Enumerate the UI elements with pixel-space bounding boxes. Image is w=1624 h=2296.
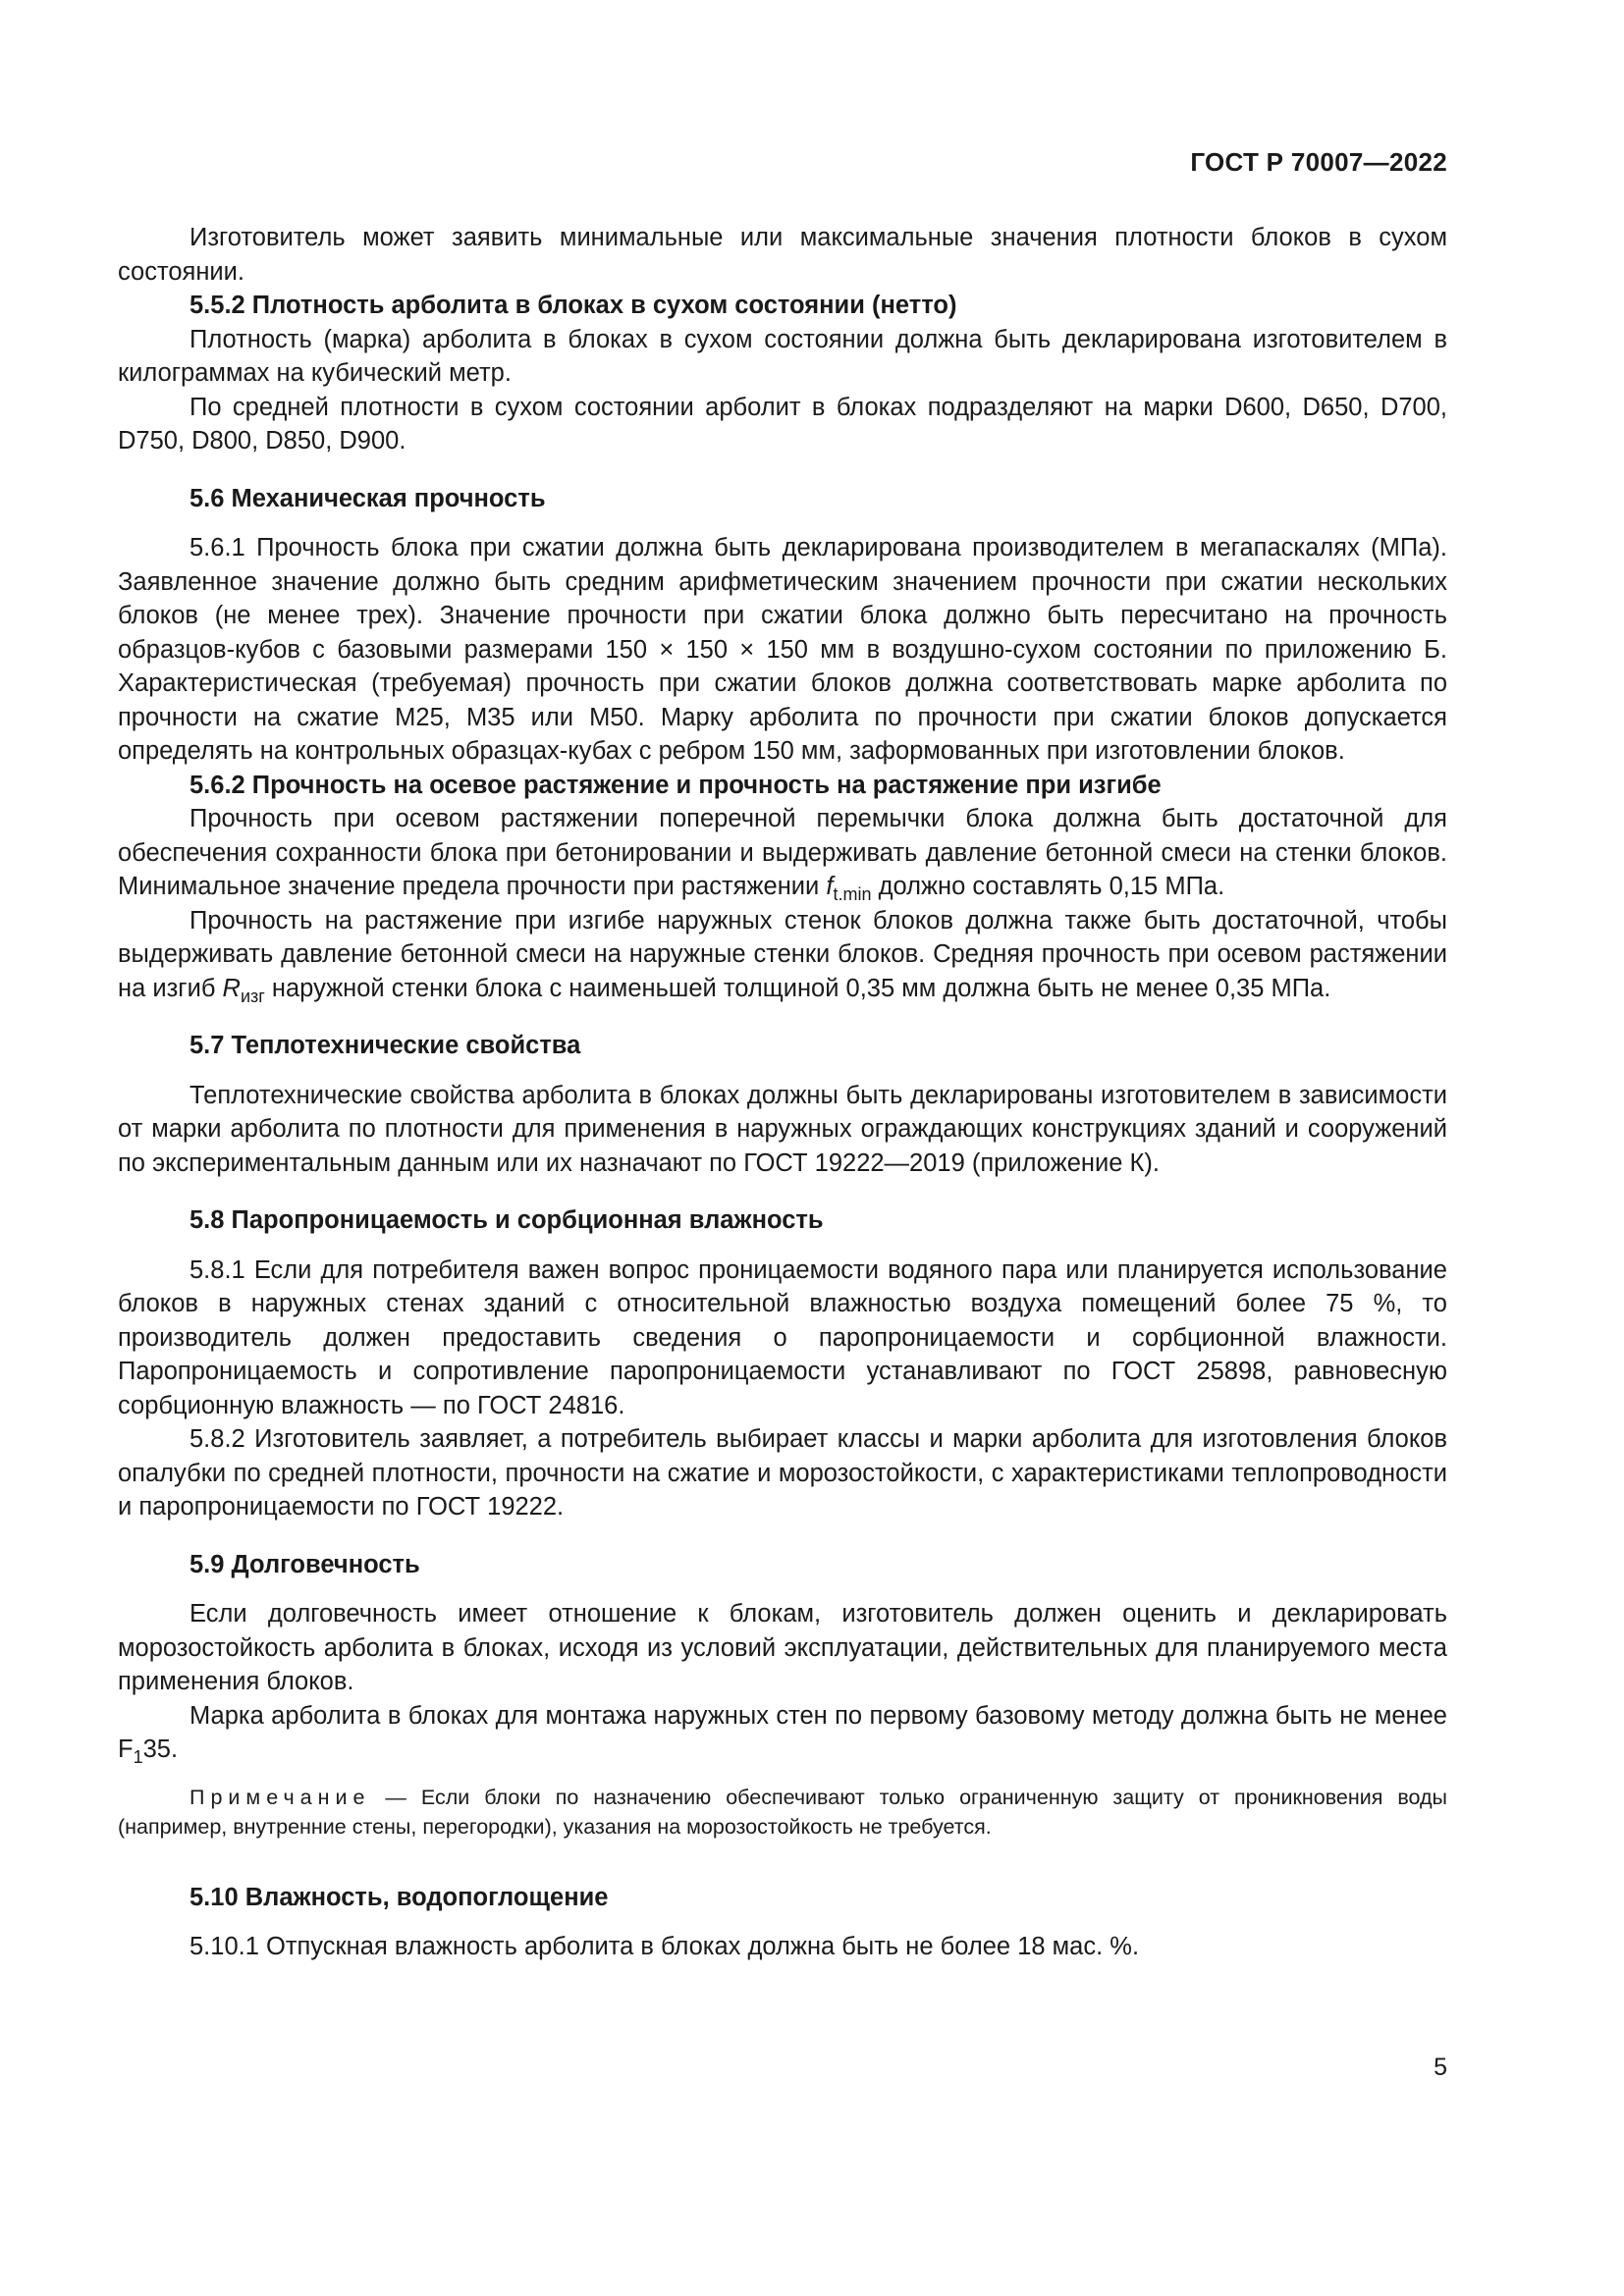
paragraph-5-9-2: Марка арболита в блоках для монтажа наружных стен по первому базовому методу должна быть не менее $F_135$. [118, 1701, 1447, 1767]
paragraph-5-6-1: 5.6.1 Прочность блока при сжатии должна быть декларирована производителем в мегапаскалях (МПа). Заявленное значение должно быть средним арифметическим значением прочности при сжатии нескольких блоков (не менее трех). Значение прочности при сжатии блока должно быть пересчитано на прочность образцов-кубов с базовыми размерами 150 × 150 × 150 мм в воздушно-сухом состоянии по приложению Б. Характеристическая (требуемая) прочность при сжатии блоков должна соответствовать марке арболита по прочности на сжатие М25, М35 или М50. Марку арболита по прочности при сжатии блоков допускается определять на контрольных образцах-кубах с ребром 150 мм, заформованных при изготовлении блоков. [118, 534, 1447, 765]
subsection-5-5-2-title: 5.5.2 Плотность арболита в блоках в сухом состоянии (нетто) [189, 292, 957, 319]
paragraph-5-9-1: Если долговечность имеет отношение к блокам, изготовитель должен оценить и декларировать морозостойкость арболита в блоках, исходя из условий эксплуатации, действительных для планируемого места применения блоков. [118, 1600, 1447, 1695]
paragraph-5-6-2-1: Прочность при осевом растяжении поперечной перемычки блока должна быть достаточной для обеспечения сохранности блока при бетонировании и выдерживать давление бетонной смеси на стенки блоков. Минимальное значение предела прочности при растяжении $f_{t.min}$ должно составлять 0,15 МПа. [118, 805, 1447, 904]
paragraph-5-7: Теплотехнические свойства арболита в блоках должны быть декларированы изготовителем в зависимости от марки арболита по плотности для применения в наружных ограждающих конструкциях зданий и сооружений по экспериментальным данным или их назначают по ГОСТ 19222—2019 (приложение К). [118, 1081, 1447, 1177]
paragraph-5-6-2-2: Прочность на растяжение при изгибе наружных стенок блоков должна также быть достаточной, чтобы выдерживать давление бетонной смеси на наружные стенки блоков. Средняя прочность при осевом растяжении на изгиб $R_{изг}$ наружной стенки блока с наименьшей толщиной 0,35 мм должна быть не менее 0,35 МПа. [118, 906, 1447, 1006]
note-label: Примечание [189, 1785, 371, 1809]
document-code-header: ГОСТ Р 70007—2022 [1190, 147, 1447, 177]
section-5-10-title: 5.10 Влажность, водопоглощение [189, 1883, 609, 1911]
section-5-6-title: 5.6 Механическая прочность [189, 484, 546, 512]
section-5-7-title: 5.7 Теплотехнические свойства [189, 1032, 581, 1059]
paragraph-5-5-2-1: Плотность (марка) арболита в блоках в сухом состоянии должна быть декларирована изготовителем в килограммах на кубический метр. [118, 325, 1447, 387]
paragraph-5-5-2-2: По средней плотности в сухом состоянии арболит в блоках подразделяют на марки D600, D650, D700, D750, D800, D850, D900. [118, 393, 1447, 454]
note-paragraph: Примечание — Если блоки по назначению обеспечивают только ограниченную защиту от проникновения воды (например, внутренние стены, перегородки), указания на морозостойкость не требуется. [118, 1785, 1447, 1839]
paragraph-5-8-2: 5.8.2 Изготовитель заявляет, а потребитель выбирает классы и марки арболита для изготовления блоков опалубки по средней плотности, прочности на сжатие и морозостойкости, с характеристиками теплопроводности и паропроницаемости по ГОСТ 19222. [118, 1425, 1447, 1521]
section-5-8-title: 5.8 Паропроницаемость и сорбционная влажность [189, 1206, 824, 1234]
page-number: 5 [1434, 2054, 1447, 2081]
subsection-5-6-2-title: 5.6.2 Прочность на осевое растяжение и прочность на растяжение при изгибе [189, 771, 1162, 799]
document-body [118, 221, 1447, 1964]
section-5-9-title: 5.9 Долговечность [189, 1550, 420, 1578]
paragraph-intro: Изготовитель может заявить минимальные или максимальные значения плотности блоков в сухом состоянии. [118, 224, 1447, 286]
symbol-r: R [222, 974, 241, 1002]
paragraph-5-10-1: 5.10.1 Отпускная влажность арболита в блоках должна быть не более 18 мас. %. [189, 1933, 1140, 1960]
paragraph-5-8-1: 5.8.1 Если для потребителя важен вопрос проницаемости водяного пара или планируется использование блоков в наружных стенах зданий с относительной влажностью воздуха помещений более 75 %, то производитель должен предоставить сведения о паропроницаемости и сорбционной влажности. Паропроницаемость и сопротивление паропроницаемости устанавливают по ГОСТ 25898, равновесную сорбционную влажность — по ГОСТ 24816. [118, 1255, 1447, 1419]
symbol-f: f [826, 873, 834, 900]
